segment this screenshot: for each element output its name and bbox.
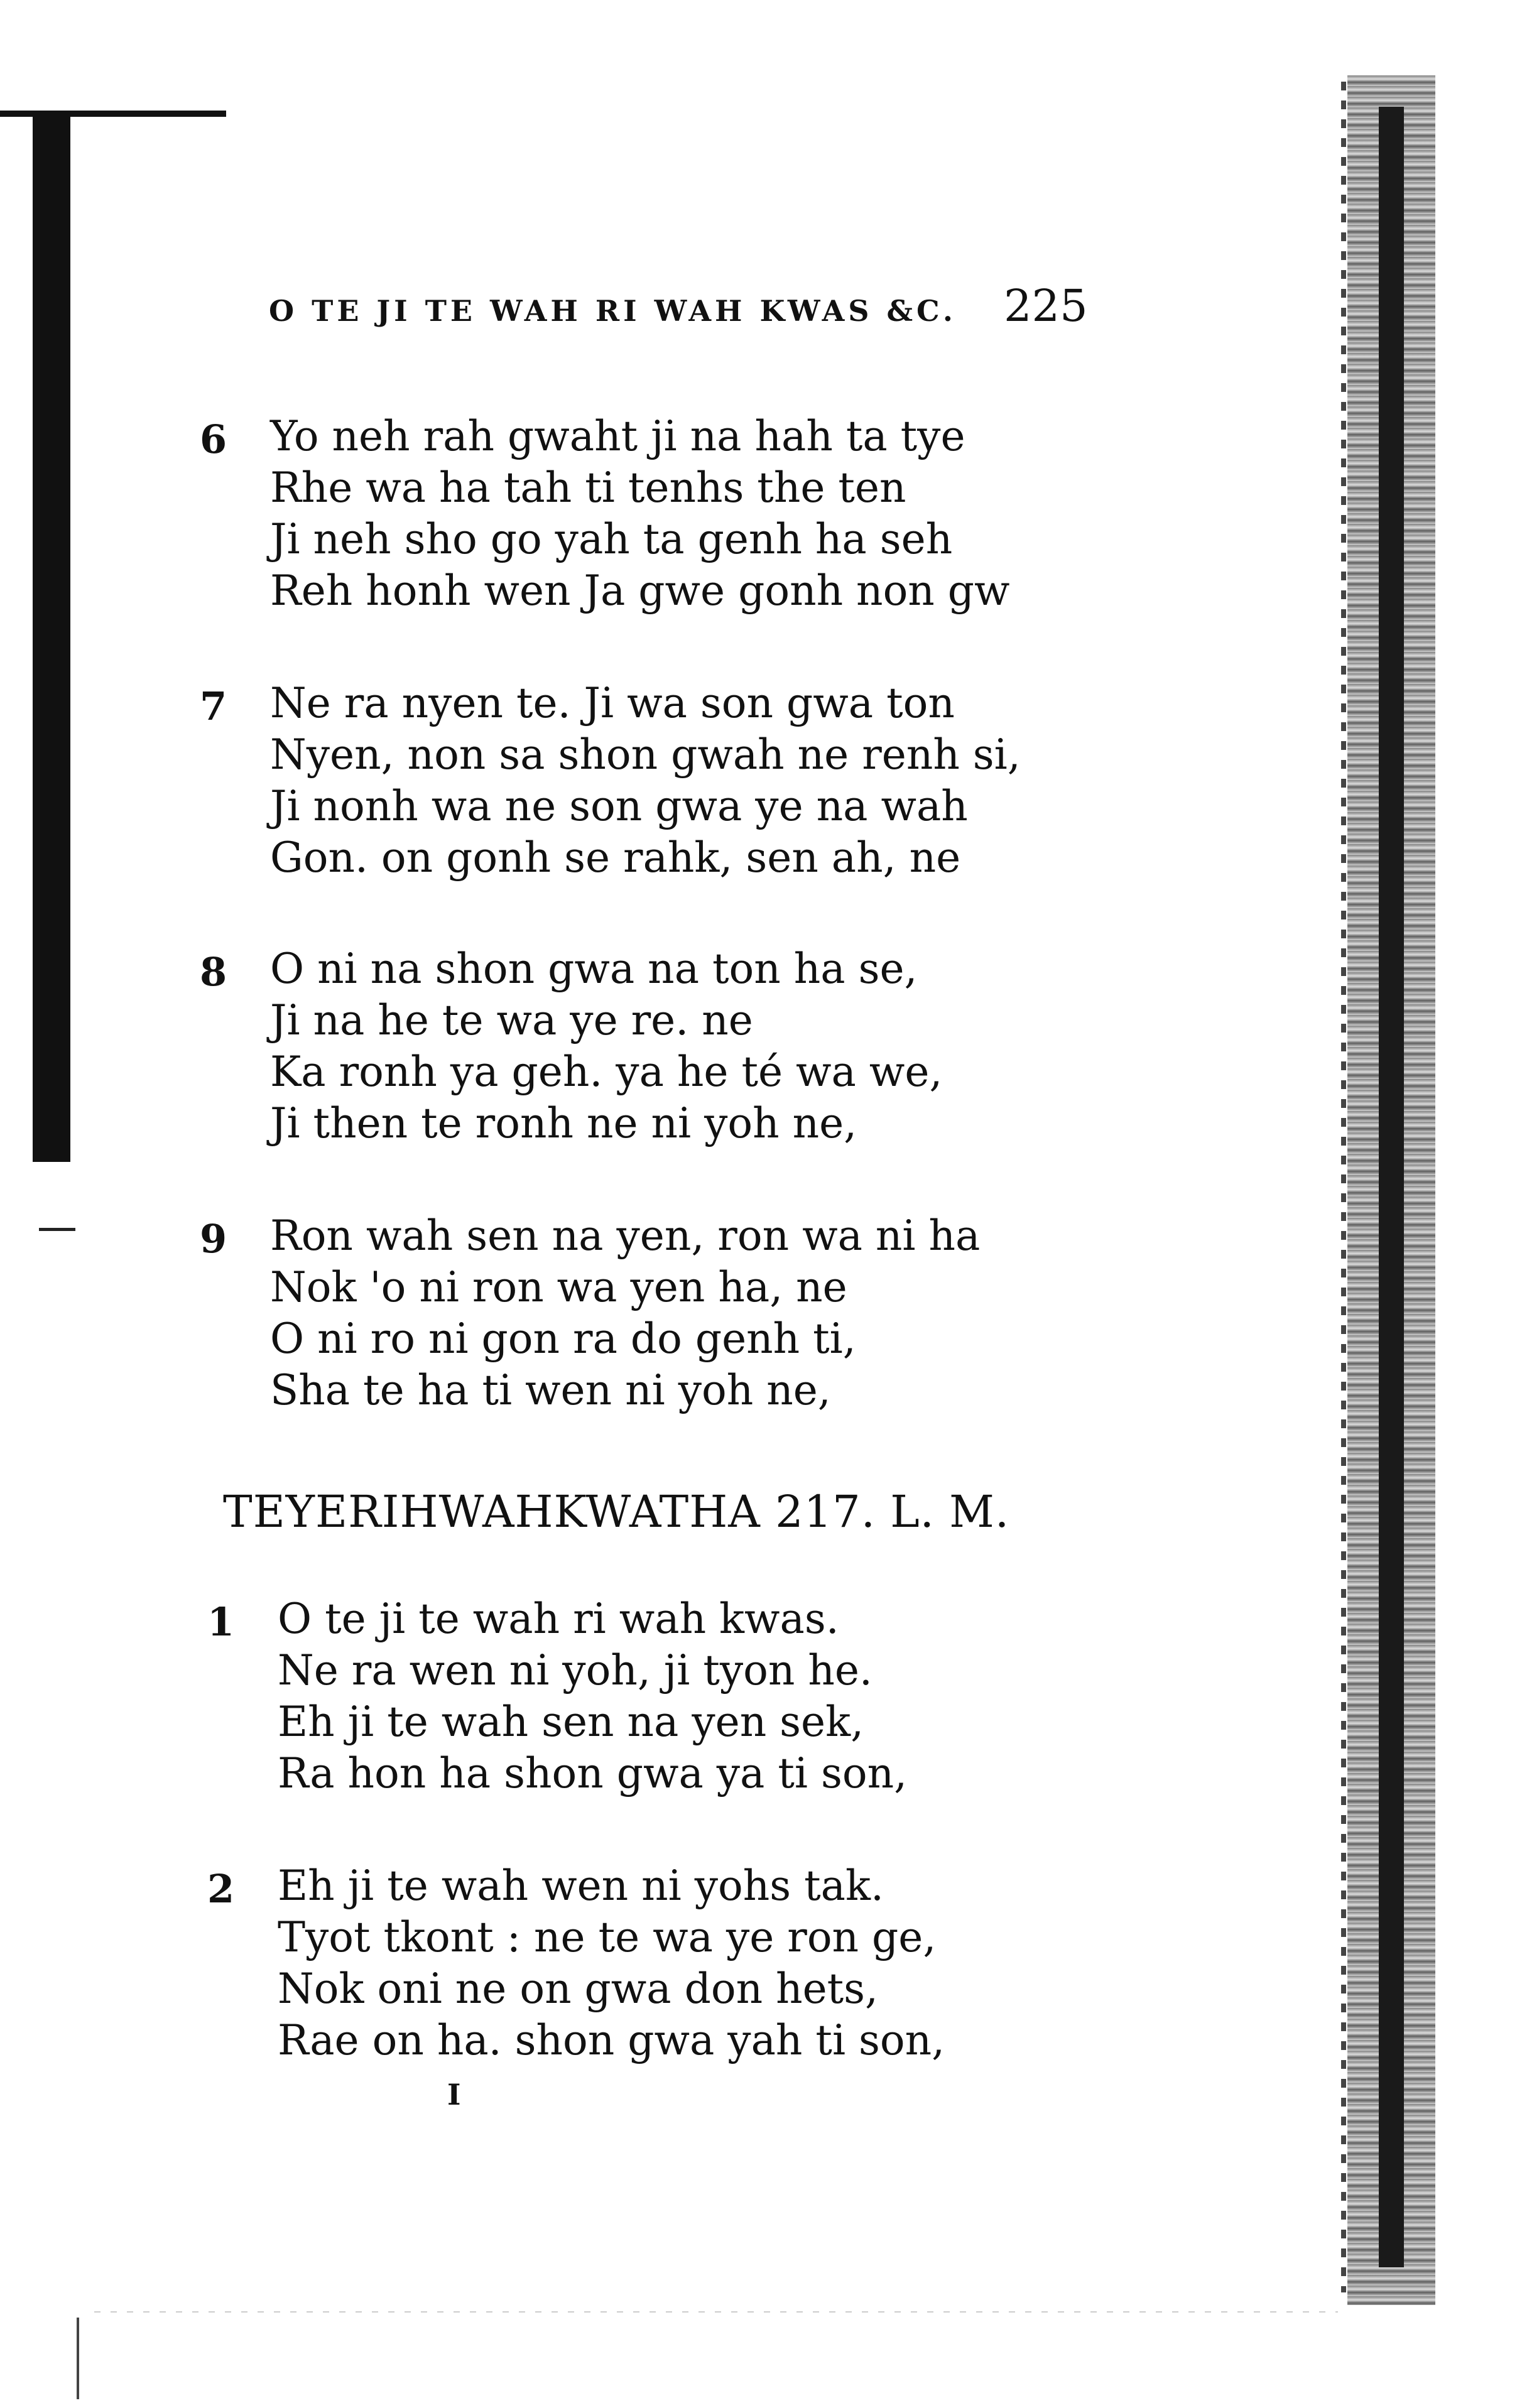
bottom-scan-line (94, 2311, 1338, 2313)
verse-line: O ni ro ni gon ra do genh ti, (270, 1315, 856, 1363)
tune-heading: TEYERIHWAHKWATHA 217. L. M. (223, 1486, 1010, 1538)
signature-mark: I (447, 2078, 461, 2112)
verse-line: Eh ji te wah wen ni yohs tak. (278, 1862, 884, 1910)
verse-line: Sha te ha ti wen ni yoh ne, (270, 1366, 831, 1414)
verse-line: Rae on ha. shon gwa yah ti son, (278, 2016, 945, 2064)
verse-line: Ji then te ronh ne ni yoh ne, (270, 1099, 857, 1147)
binding-edge-left (33, 113, 70, 1162)
stanza-number: 2 (207, 1866, 235, 1912)
verse-line: O ni na shon gwa na ton ha se, (270, 945, 918, 993)
verse-line: Rhe wa ha tah ti tenhs the ten (270, 464, 906, 512)
verse-line: Ji nonh wa ne son gwa ye na wah (270, 782, 968, 830)
verse-line: Ji na he te wa ye re. ne (270, 996, 753, 1044)
verse-line: Nyen, non sa shon gwah ne renh si, (270, 730, 1021, 779)
stanza-number: 8 (200, 949, 227, 995)
stanza-number: 1 (207, 1599, 235, 1645)
verse-line: Ne ra wen ni yoh, ji tyon he. (278, 1646, 872, 1695)
verse-line: Yo neh rah gwaht ji na hah ta tye (270, 412, 965, 460)
verse-line: O te ji te wah ri wah kwas. (278, 1595, 839, 1643)
book-spine-core (1379, 107, 1404, 2267)
margin-dash (39, 1228, 75, 1231)
stanza-number: 7 (200, 683, 227, 729)
verse-line: Ka ronh ya geh. ya he té wa we, (270, 1048, 943, 1096)
verse-line: Nok oni ne on gwa don hets, (278, 1965, 879, 2013)
verse-line: Ra hon ha shon gwa ya ti son, (278, 1749, 908, 1798)
verse-line: Reh honh wen Ja gwe gonh non gw (270, 567, 1010, 615)
stanza-number: 9 (200, 1216, 227, 1262)
verse-line: Ji neh sho go yah ta genh ha seh (270, 515, 953, 563)
running-header-title: O TE JI TE WAH RI WAH KWAS &C. (269, 294, 957, 328)
verse-line: Nok 'o ni ron wa yen ha, ne (270, 1263, 847, 1311)
book-spine-edge (1341, 82, 1346, 2292)
verse-line: Ne ra nyen te. Ji wa son gwa ton (270, 679, 955, 727)
verse-line: Ron wah sen na yen, ron wa ni ha (270, 1212, 981, 1260)
verse-line: Gon. on gonh se rahk, sen ah, ne (270, 833, 961, 882)
verse-line: Eh ji te wah sen na yen sek, (278, 1698, 864, 1746)
verse-line: Tyot tkont : ne te wa ye ron ge, (278, 1913, 937, 1961)
bottom-margin-tick (77, 2318, 79, 2399)
page-number: 225 (1004, 280, 1088, 332)
stanza-number: 6 (200, 416, 227, 462)
